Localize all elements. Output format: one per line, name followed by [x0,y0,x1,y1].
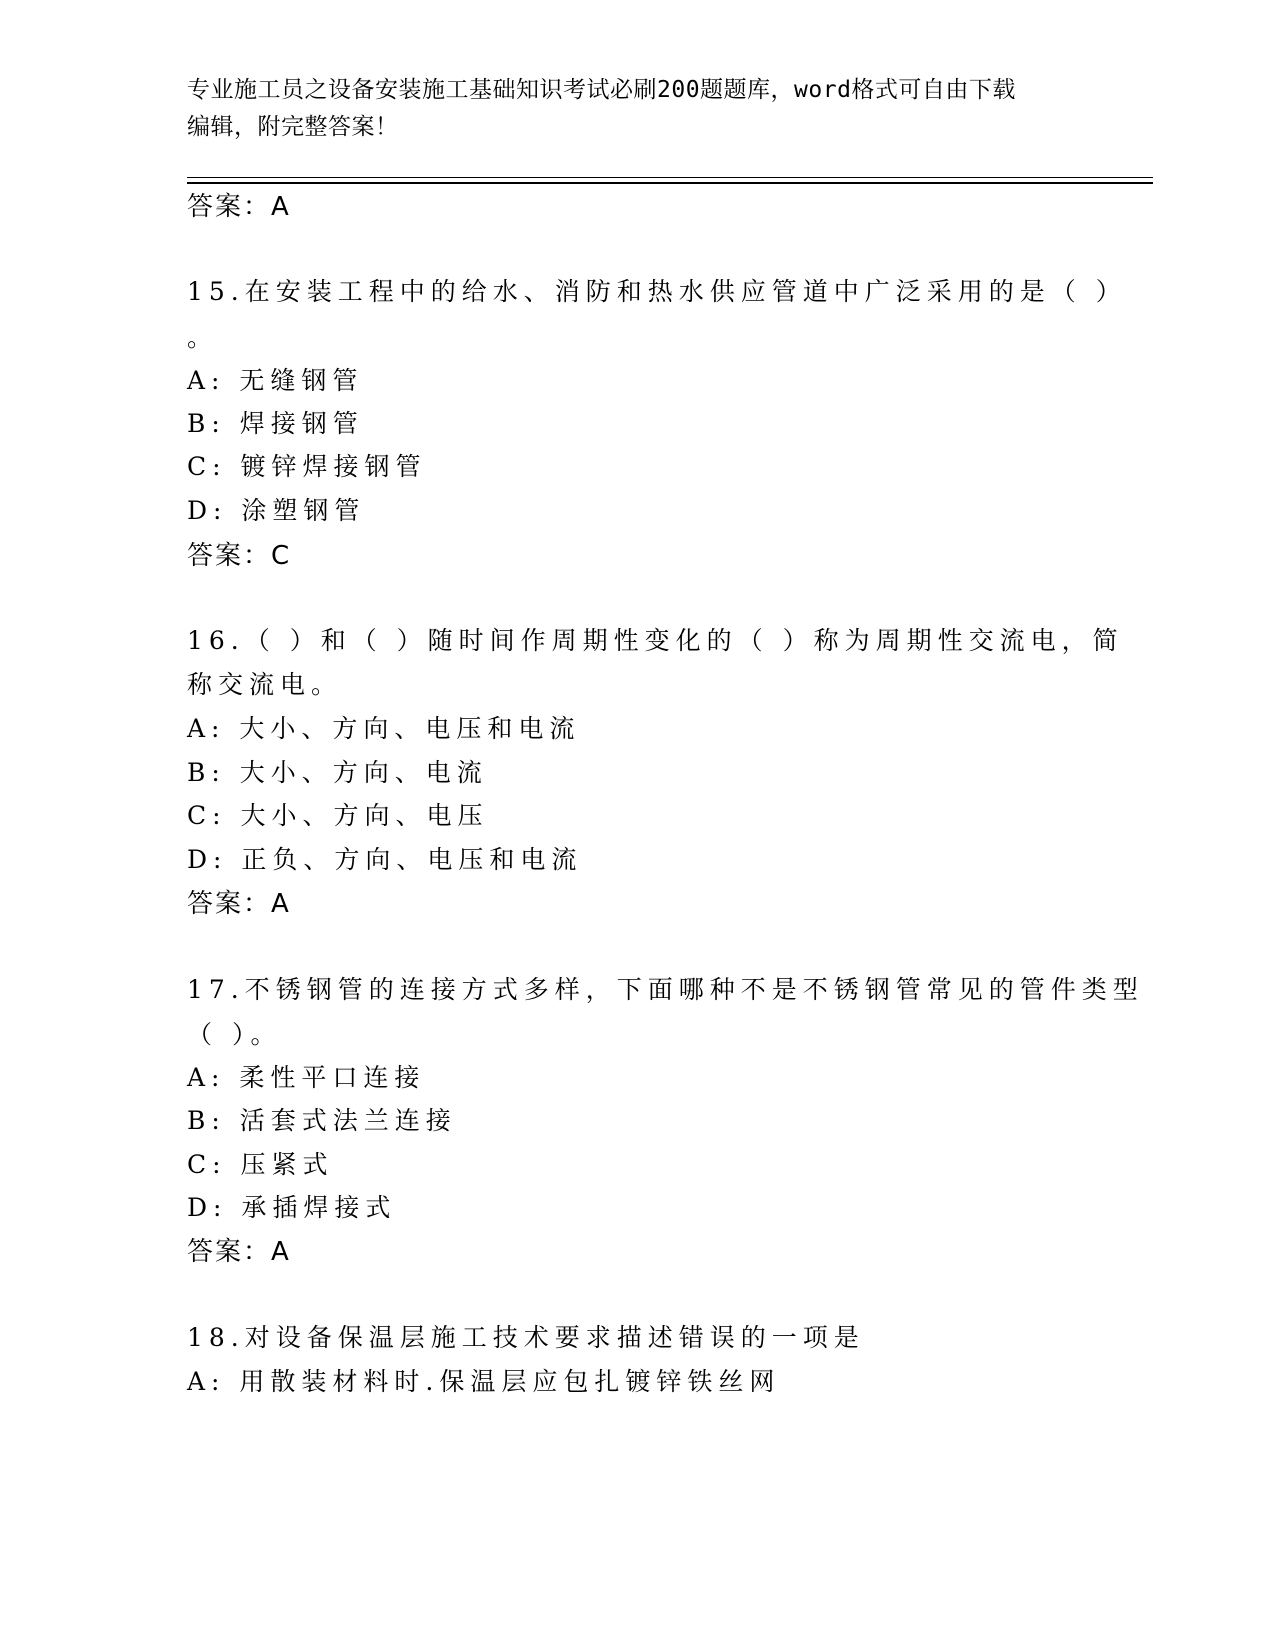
question-17-answer: 答案：A [187,1237,291,1267]
question-16-option-d: D: 正负、方向、电压和电流 [187,845,583,874]
question-15-stem-cont: 。 [187,323,219,352]
question-16-option-c: C: 大小、方向、电压 [187,801,489,830]
question-16-answer: 答案：A [187,889,291,919]
question-16-stem-cont: 称交流电。 [187,670,343,699]
question-17-option-a: A: 柔性平口连接 [187,1063,426,1092]
question-15-option-a: A: 无缝钢管 [187,366,364,395]
question-16-option-b: B: 大小、方向、电流 [187,758,488,787]
question-18-option-a: A: 用散装材料时.保温层应包扎镀锌铁丝网 [187,1367,781,1396]
question-15-answer: 答案：C [187,541,292,571]
question-15-option-b: B: 焊接钢管 [187,409,364,438]
question-17-option-c: C: 压紧式 [187,1150,334,1179]
answer-prev: 答案：A [187,192,291,222]
question-17-stem: 17.不锈钢管的连接方式多样，下面哪种不是不锈钢管常见的管件类型 [187,975,1144,1004]
question-16-option-a: A: 大小、方向、电压和电流 [187,714,581,743]
question-16-stem: 16.（ ）和（ ）随时间作周期性变化的（ ）称为周期性交流电，简 [187,626,1124,655]
question-17-stem-cont: （ ）。 [187,1020,282,1049]
header-divider-thin [187,177,1153,178]
question-15-option-c: C: 镀锌焊接钢管 [187,452,427,481]
question-15-stem: 15.在安装工程中的给水、消防和热水供应管道中广泛采用的是（ ） [187,277,1127,306]
question-15-option-d: D: 涂塑钢管 [187,496,366,525]
header-line-1: 专业施工员之设备安装施工基础知识考试必刷200题题库，word格式可自由下载 [187,77,1016,103]
document-header [187,72,1087,146]
header-line-2: 编辑，附完整答案！ [187,114,399,140]
question-17-option-d: D: 承插焊接式 [187,1193,397,1222]
header-divider-thick [187,182,1153,184]
question-18-stem: 18.对设备保温层施工技术要求描述错误的一项是 [187,1323,865,1352]
question-17-option-b: B: 活套式法兰连接 [187,1106,457,1135]
